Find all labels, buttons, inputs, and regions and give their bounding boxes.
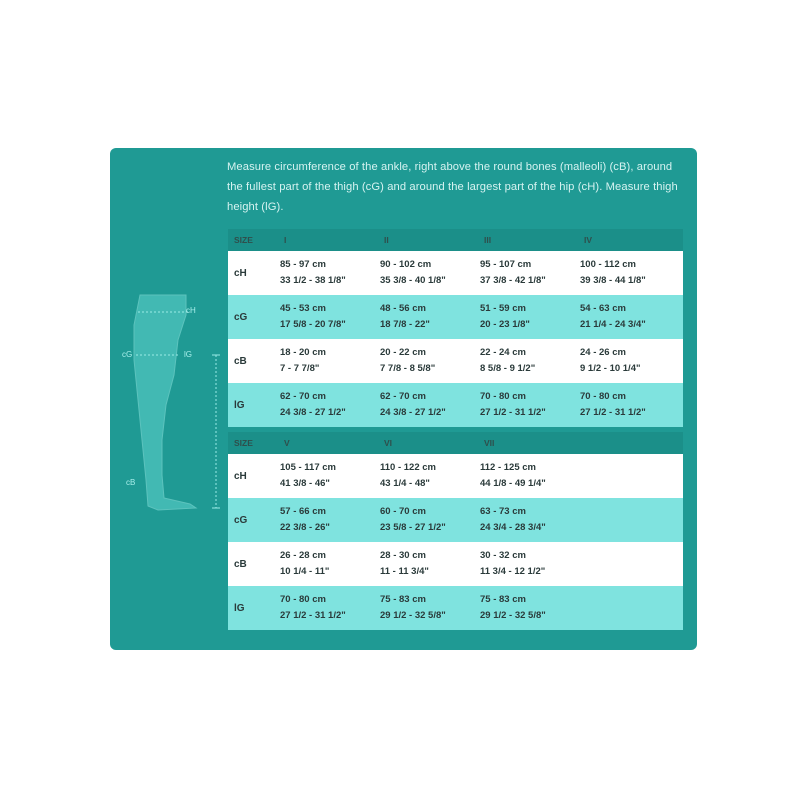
table-cell: 110 - 122 cm 43 1/4 - 48" (380, 462, 436, 489)
size-header: SIZE (234, 235, 253, 245)
table-cell: 22 - 24 cm 8 5/8 - 9 1/2" (480, 347, 536, 374)
table-cell: 60 - 70 cm 23 5/8 - 27 1/2" (380, 506, 446, 533)
table-cell: 85 - 97 cm 33 1/2 - 38 1/8" (280, 259, 346, 286)
table-cell: 57 - 66 cm 22 3/8 - 26" (280, 506, 330, 533)
table-cell: 24 - 26 cm 9 1/2 - 10 1/4" (580, 347, 641, 374)
table-cell: 112 - 125 cm 44 1/8 - 49 1/4" (480, 462, 546, 489)
table-row (228, 586, 683, 630)
table-cell: 70 - 80 cm 27 1/2 - 31 1/2" (480, 391, 546, 418)
row-label: cH (234, 470, 247, 482)
table-cell (576, 586, 683, 630)
table-cell: 62 - 70 cm 24 3/8 - 27 1/2" (280, 391, 346, 418)
table-cell: 51 - 59 cm 20 - 23 1/8" (480, 303, 530, 330)
table-cell: 75 - 83 cm 29 1/2 - 32 5/8" (480, 594, 546, 621)
table-row (228, 454, 683, 498)
measurement-instructions: Measure circumference of the ankle, right above the round bones (malleoli) (cB), around the fullest part of the thigh (cG) and around the largest part of the hip (cH). Measure thigh height (lG). (227, 161, 678, 213)
table-cell (576, 454, 683, 498)
table-cell: 75 - 83 cm 29 1/2 - 32 5/8" (380, 594, 446, 621)
size-header: SIZE (234, 438, 253, 448)
size-col-header: I (284, 235, 287, 245)
table-cell: 70 - 80 cm 27 1/2 - 31 1/2" (580, 391, 646, 418)
size-col-header: VII (484, 438, 495, 448)
size-col-header: II (384, 235, 389, 245)
table-cell: 63 - 73 cm 24 3/4 - 28 3/4" (480, 506, 546, 533)
table-cell (576, 542, 683, 586)
row-label: cH (234, 267, 247, 279)
table-row (228, 251, 683, 295)
row-label: lG (234, 399, 245, 411)
label-lG: lG (184, 350, 192, 359)
table-row (228, 542, 683, 586)
size-col-header: VI (384, 438, 393, 448)
table-cell: 45 - 53 cm 17 5/8 - 20 7/8" (280, 303, 346, 330)
size-col-header: IV (584, 235, 593, 245)
row-label: cB (234, 558, 247, 570)
table-row (228, 383, 683, 427)
table-cell: 20 - 22 cm 7 7/8 - 8 5/8" (380, 347, 436, 374)
table-cell (576, 498, 683, 542)
table-cell: 100 - 112 cm 39 3/8 - 44 1/8" (580, 259, 646, 286)
label-cH: cH (186, 306, 196, 315)
size-col-header: V (284, 438, 290, 448)
row-label: lG (234, 602, 245, 614)
table-cell: 95 - 107 cm 37 3/8 - 42 1/8" (480, 259, 546, 286)
size-col-header: III (484, 235, 492, 245)
leg-silhouette (134, 295, 196, 510)
table-cell: 30 - 32 cm 11 3/4 - 12 1/2" (480, 550, 546, 577)
row-label: cG (234, 514, 248, 526)
row-label: cB (234, 355, 247, 367)
row-label: cG (234, 311, 248, 323)
table-row (228, 498, 683, 542)
size-col-header (576, 432, 683, 454)
table-cell: 90 - 102 cm 35 3/8 - 40 1/8" (380, 259, 446, 286)
table-cell: 26 - 28 cm 10 1/4 - 11" (280, 550, 330, 577)
size-table-2 (228, 432, 683, 630)
table-cell: 62 - 70 cm 24 3/8 - 27 1/2" (380, 391, 446, 418)
label-cB: cB (126, 478, 136, 487)
leg-figure (118, 280, 228, 520)
size-table-1 (228, 229, 683, 427)
table-cell: 54 - 63 cm 21 1/4 - 24 3/4" (580, 303, 646, 330)
label-cG: cG (122, 350, 133, 359)
table-cell: 70 - 80 cm 27 1/2 - 31 1/2" (280, 594, 346, 621)
table-row (228, 295, 683, 339)
table-row (228, 339, 683, 383)
table-cell: 18 - 20 cm 7 - 7 7/8" (280, 347, 326, 374)
table-cell: 48 - 56 cm 18 7/8 - 22" (380, 303, 430, 330)
table-cell: 105 - 117 cm 41 3/8 - 46" (280, 462, 336, 489)
table-cell: 28 - 30 cm 11 - 11 3/4" (380, 550, 429, 577)
table-header (228, 229, 683, 251)
table-header (228, 432, 683, 454)
